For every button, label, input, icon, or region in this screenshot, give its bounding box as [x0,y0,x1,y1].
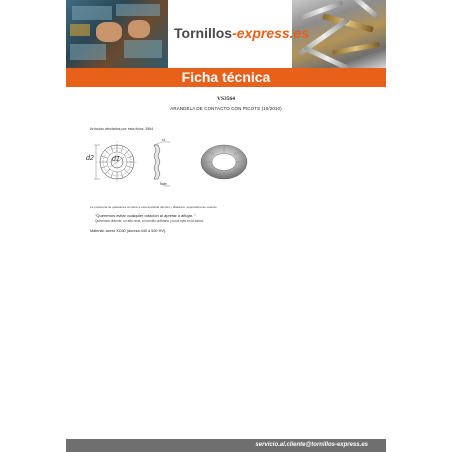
support-email-link[interactable]: servicio.al.cliente@tornillos-express.es [255,442,368,448]
s1-label: s1 [162,138,166,142]
logo-accent-text: -express.es [232,25,310,41]
washer-side-view [154,142,170,186]
washer-technical-drawing [66,0,386,200]
d1-label: d1 [112,156,120,163]
product-subtitle: ARANDELA DE CONTACTO CON PICOTS (10/2010) [170,106,282,111]
h-label: h/dm [160,182,168,186]
quote-detail: Queremos obtener, un alto nivel, un tornillo ordinario y unos ejes en la forma. [95,219,204,223]
quote-line: "Queremos evitar cualquier rotación al apretar o aflojar. " [95,213,196,218]
datasheet-page [66,0,386,452]
d2-label: d2 [86,155,94,162]
articles-note: Artículos afectados por esta ficha: 3564 [90,127,154,131]
description-note: La presencia de pasadores confiere a esta arandela dientes y dilatados, especialmente cuando [90,205,217,209]
footer-bar [66,439,386,452]
product-code: VS3564 [216,96,236,102]
logo-main-text: Tornillos [174,25,233,41]
washer-3d-image [201,145,247,179]
page-title: Ficha técnica [181,69,271,85]
material-spec: Material: acero XC60 (dureza 440 a 520 HV). [90,229,167,233]
